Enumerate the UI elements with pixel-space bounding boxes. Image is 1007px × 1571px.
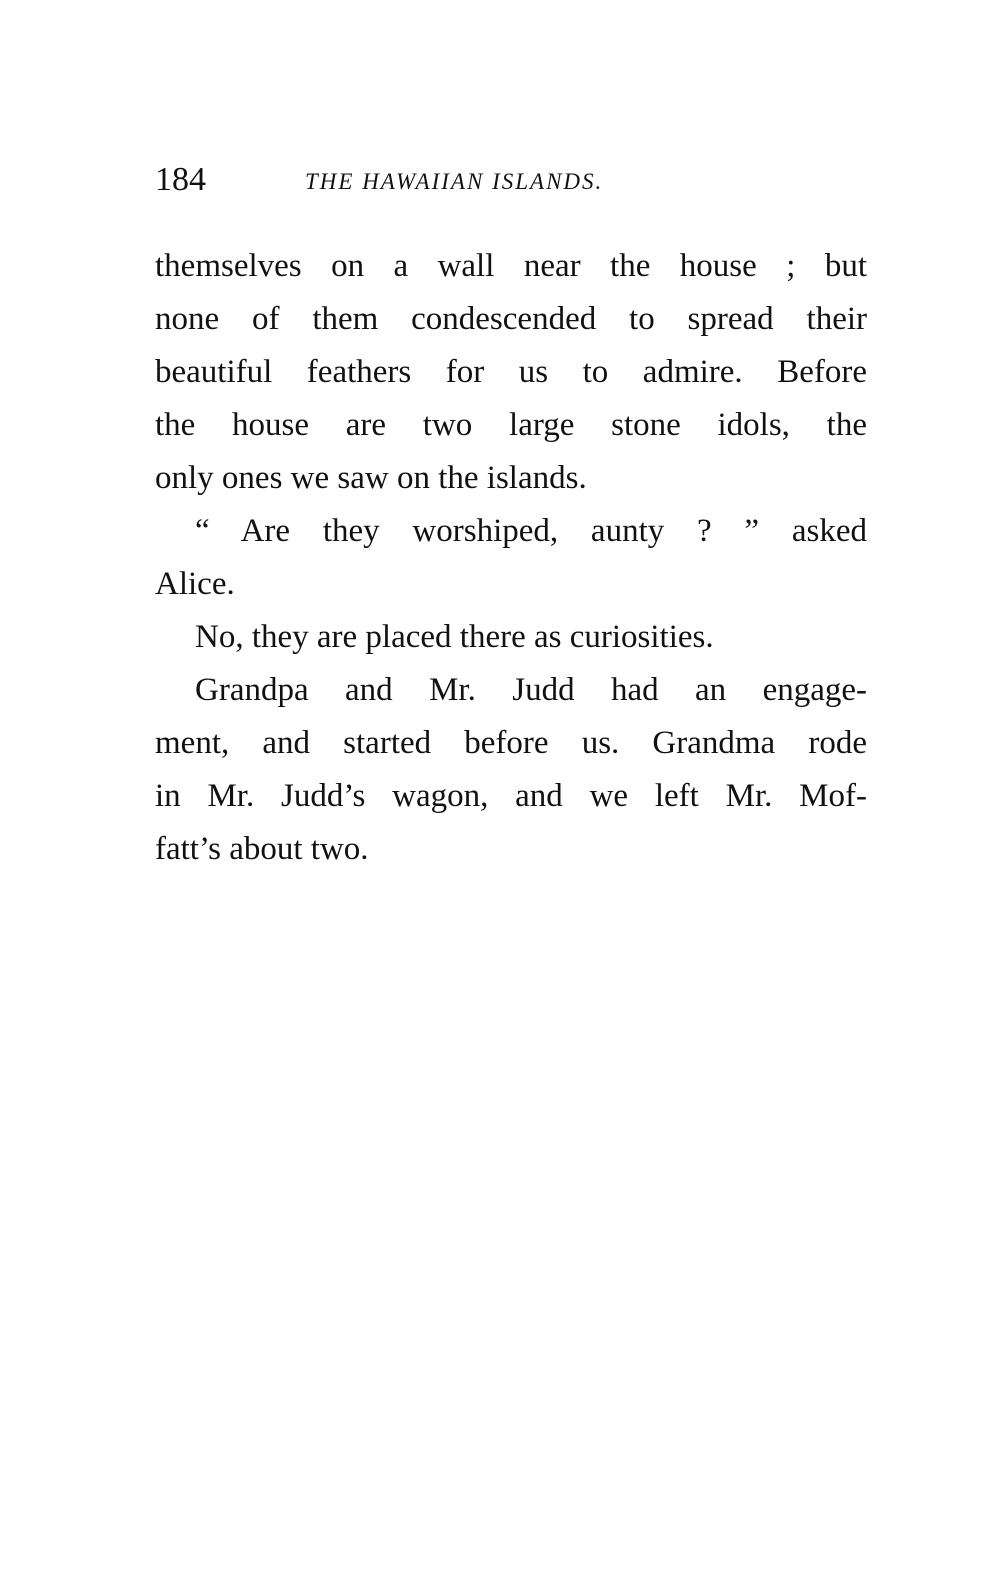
text-line: only ones we saw on the islands.	[155, 460, 587, 496]
text-line: the house are two large stone idols, the	[155, 407, 867, 443]
page-number: 184	[155, 161, 206, 198]
text-line: none of them condescended to spread their	[155, 301, 867, 337]
text-line: Grandpa and Mr. Judd had an engage-	[195, 672, 867, 708]
text-line: Alice.	[155, 566, 235, 602]
text-line: beautiful feathers for us to admire. Before	[155, 354, 867, 390]
body-text	[155, 240, 867, 876]
text-line: themselves on a wall near the house ; but	[155, 248, 867, 284]
text-line: fatt’s about two.	[155, 831, 369, 867]
text-line: in Mr. Judd’s wagon, and we left Mr. Mof-	[155, 778, 867, 814]
text-line: “ Are they worshiped, aunty ? ” asked	[195, 513, 867, 549]
page-header	[155, 158, 870, 202]
text-line: ment, and started before us. Grandma rode	[155, 725, 867, 761]
text-line: No, they are placed there as curiosities.	[195, 619, 714, 655]
running-title: THE HAWAIIAN ISLANDS.	[305, 169, 604, 194]
